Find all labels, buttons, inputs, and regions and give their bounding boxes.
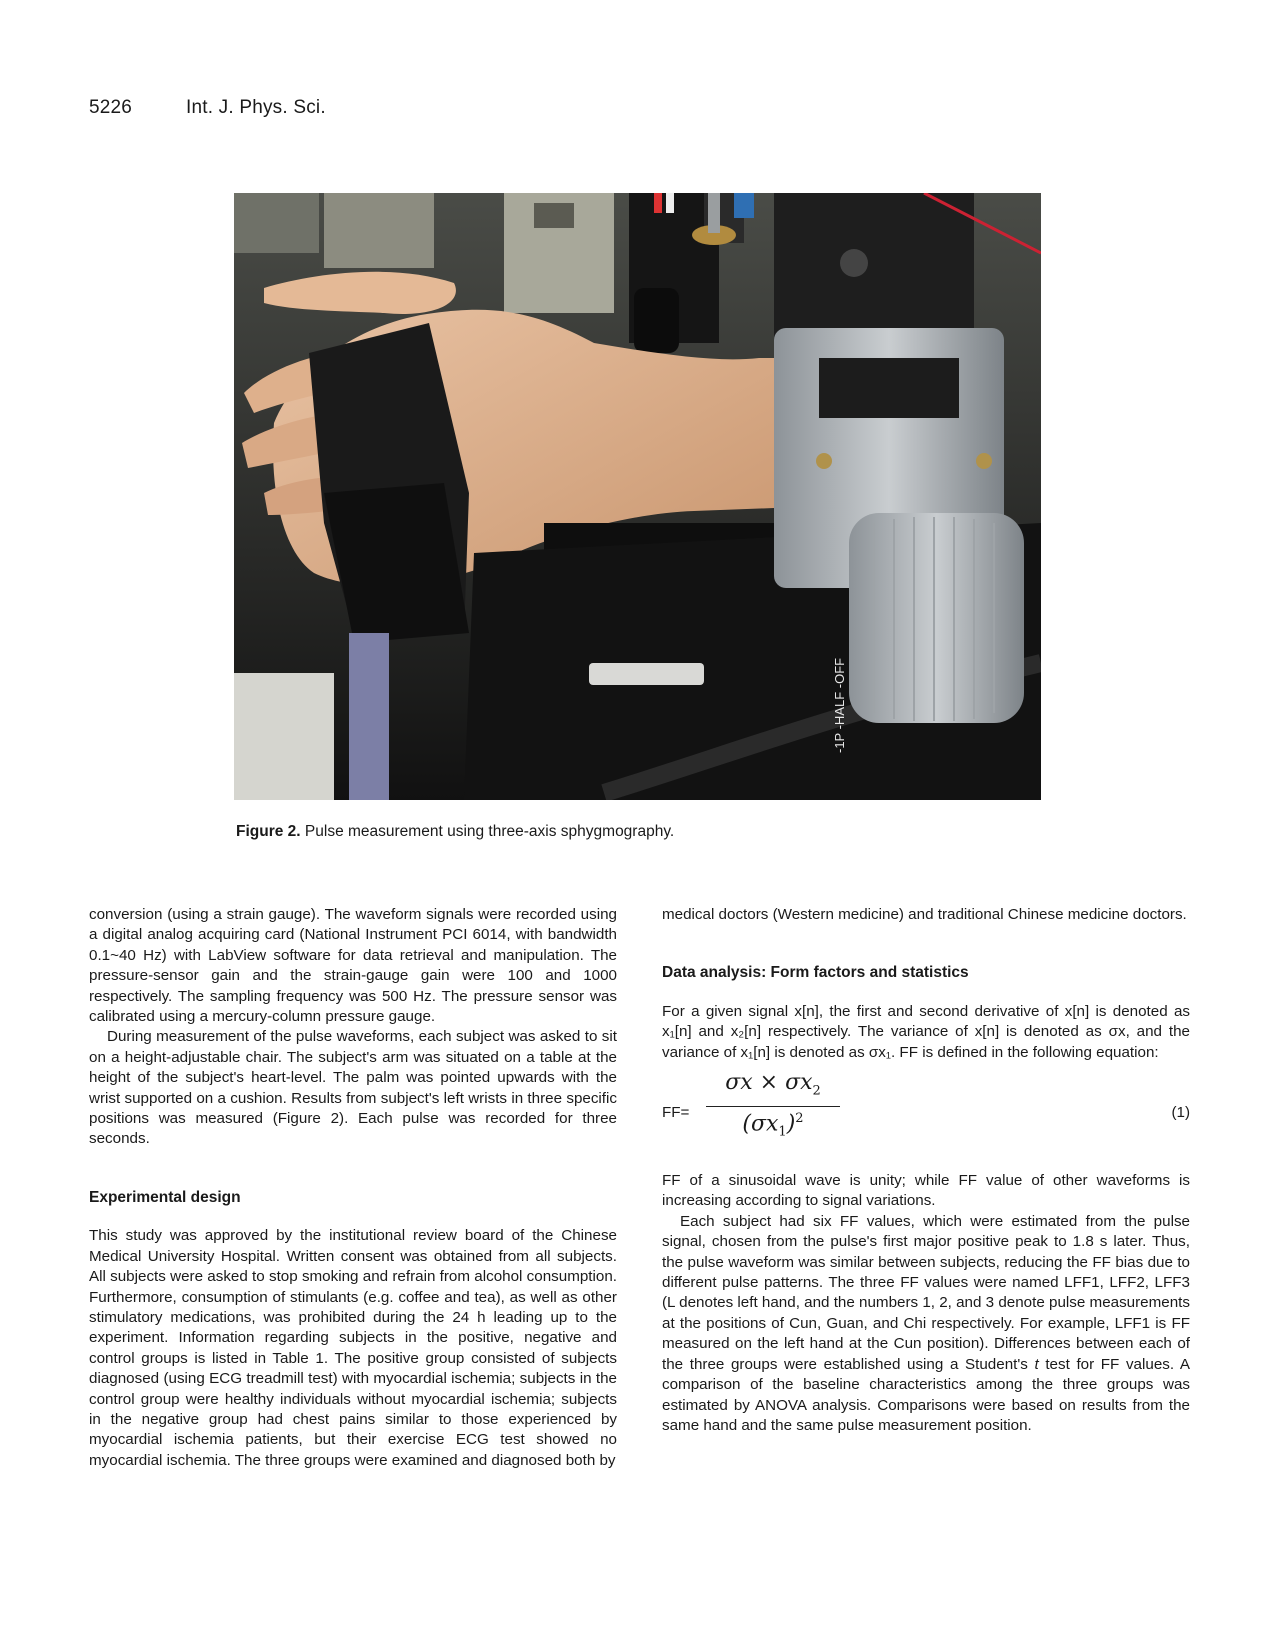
paragraph: medical doctors (Western medicine) and traditional Chinese medicine doctors. bbox=[662, 906, 1187, 923]
paragraph: conversion (using a strain gauge). The waveform signals were recorded using a digital analog acquiring card (National Instrument PCI 6014, with bandwidth 0.1~40 Hz) with LabView software for data retrieval and manipulation. The pressure-sensor gain and the strain-gauge gain were 100 and 1000 respectively. The sampling frequency was 500 Hz. The pressure sensor was calibrated using a mercury-column pressure gauge. bbox=[89, 906, 617, 1026]
sphygmography-photo bbox=[234, 193, 1041, 800]
equation-denominator: $(\sigma x_1)^2$ bbox=[742, 1110, 804, 1140]
paragraph: FF of a sinusoidal wave is unity; while FF value of other waveforms is increasing according to signal variations. bbox=[662, 1172, 1190, 1210]
equation-ff bbox=[662, 1071, 1190, 1161]
figure-caption bbox=[236, 823, 674, 841]
motor-knob bbox=[849, 513, 1024, 723]
sensor-cable bbox=[349, 633, 389, 800]
equation-numerator: $\sigma x \times \sigma x_2$ bbox=[706, 1073, 840, 1107]
journal-name: Int. J. Phys. Sci. bbox=[186, 97, 326, 118]
paragraph: For a given signal x[n], the first and second derivative of x[n] is denoted as x₁[n] and x₂[n] respectively. The variance of x[n] is denoted as σx, and the variance of x₁[n] is denoted as σx₁. FF is defined in the following equation: bbox=[662, 1002, 1190, 1061]
paragraph: This study was approved by the institutional review board of the Chinese Medical University Hospital. Written consent was obtained from all subjects. All subjects were asked to stop smoking and refrain from alcohol consumption. Furthermore, consumption of stimulants (e.g. coffee and tea), as well as other stimulatory medications, was prohibited during the 24 h leading up to the experiment. Information regarding subjects in the positive, negative and control groups is listed in Table 1. The positive group consisted of subjects diagnosed (using ECG treadmill test) with myocardial ischemia; subjects in the control group were healthy individuals without myocardial ischemia; subjects in the negative group had chest pains similar to those experienced by myocardial ischemia patients, but their exercise ECG test showed no myocardial ischemia. The three groups were examined and diagnosed both by bbox=[89, 1227, 617, 1469]
section-heading-data-analysis: Data analysis: Form factors and statistics bbox=[662, 964, 969, 982]
equation-fraction bbox=[706, 1070, 840, 1143]
device-switch-label: -1P -HALF -OFF bbox=[832, 657, 847, 753]
page-header bbox=[89, 97, 326, 119]
page-number: 5226 bbox=[89, 97, 133, 118]
figure-photo bbox=[234, 193, 1041, 800]
left-column bbox=[89, 905, 617, 1471]
sensor-probe bbox=[634, 288, 679, 353]
figure-label: Figure 2. bbox=[236, 823, 301, 840]
equation-number: (1) bbox=[1171, 1104, 1190, 1122]
equation-lhs: FF= bbox=[662, 1104, 690, 1122]
paragraph: Each subject had six FF values, which were estimated from the pulse signal, chosen from the pulse's first major positive peak to 1.8 s later. Thus, the pulse waveform was similar between subjects, reducing the FF bias due to different pulse patterns. The three FF values were named LFF1, LFF2, LFF3 (L denotes left hand, and the numbers 1, 2, and 3 denote pulse measurements at the positions of Cun, Guan, and Chi respectively. For example, LFF1 is FF measured on the left hand at the Cun position). Differences between each of the three groups were established using a Student's t test for FF values. A comparison of the baseline characteristics among the three groups was estimated by ANOVA analysis. Comparisons were based on results from the same hand and the same pulse measurement position. bbox=[662, 1212, 1190, 1434]
section-heading-experimental-design: Experimental design bbox=[89, 1188, 241, 1206]
background-device bbox=[324, 193, 434, 268]
right-column bbox=[662, 905, 1190, 1436]
paragraph: During measurement of the pulse waveforms, each subject was asked to sit on a height-adjustable chair. The subject's arm was situated on a table at the height of the subject's heart-level. The palm was pointed upwards with the wrist supported on a cushion. Results from subject's left wrists in three specific positions was measured (Figure 2). Each pulse was recorded for three seconds. bbox=[89, 1028, 617, 1148]
figure-caption-text: Pulse measurement using three-axis sphygmography. bbox=[304, 823, 675, 840]
